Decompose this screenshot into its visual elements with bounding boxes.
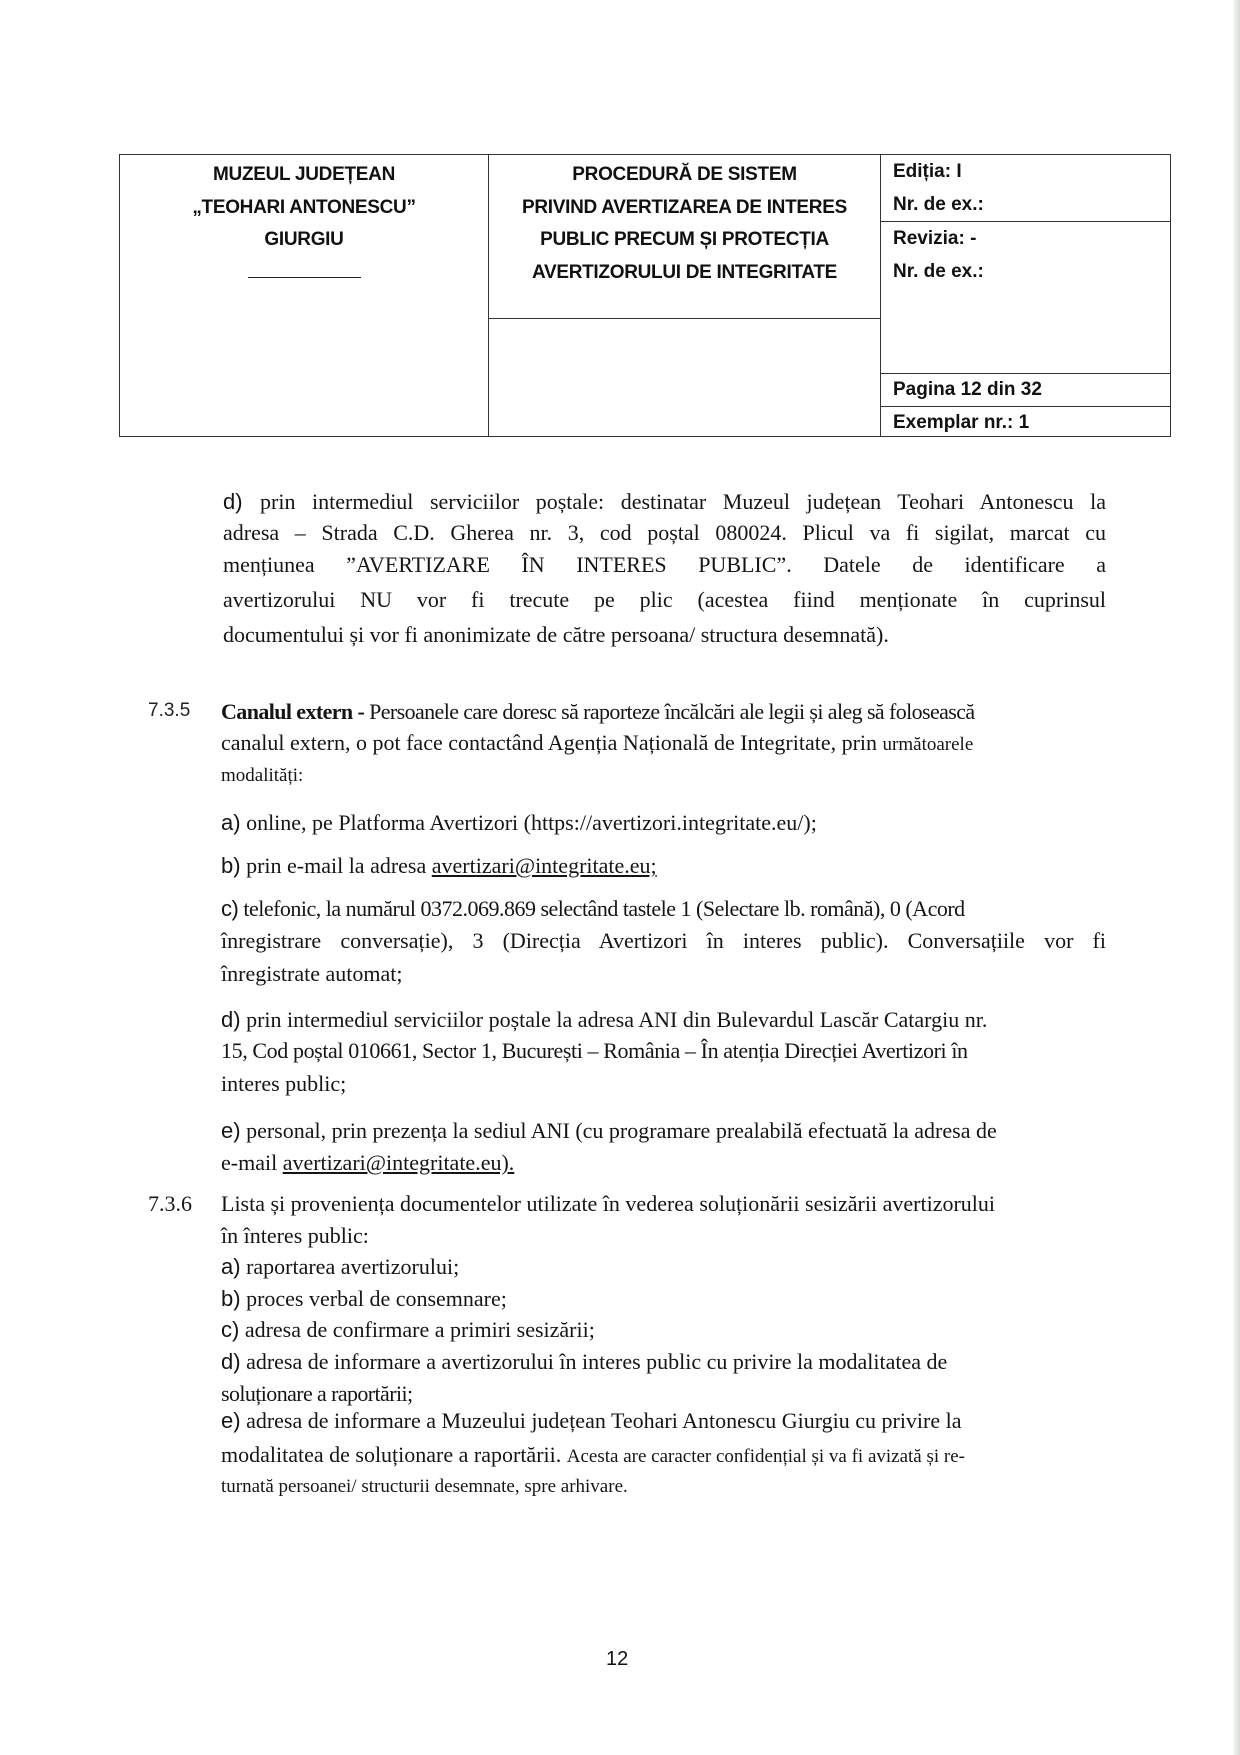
item-text: telefonic, la numărul 0372.069.869 selectând tastele 1 (Selectare lb. română), 0 (Acord <box>243 896 965 921</box>
section-intro-line-2 <box>221 727 973 761</box>
document-item-c <box>221 1314 595 1346</box>
external-channel-item-a <box>221 807 817 839</box>
procedure-title-line-1: PROCEDURĂ DE SISTEM <box>572 164 797 185</box>
section-intro-line-3: modalități: <box>221 765 304 786</box>
section-intro-text: Persoanele care doresc să raporteze încălcări ale legii și aleg să folosească <box>369 699 975 724</box>
item-e-line-3: turnată persoanei/ structurii desemnate, spre arhivare. <box>221 1476 628 1497</box>
copies-count-2: Nr. de ex.: <box>893 261 984 282</box>
item-label-d: d) <box>221 1349 241 1374</box>
document-item-a <box>221 1251 459 1283</box>
institution-line-1: MUZEUL JUDEȚEAN <box>213 164 395 185</box>
postal-line-2: adresa – Strada C.D. Gherea nr. 3, cod poștal 080024. Plicul va fi sigilat, marcat cu <box>223 520 1106 545</box>
page-of-total: Pagina 12 din 32 <box>893 379 1042 400</box>
procedure-cell-divider <box>489 318 880 319</box>
external-channel-item-b <box>221 850 657 882</box>
item-label-e: e) <box>221 1118 241 1143</box>
item-label-b: b) <box>221 1286 241 1311</box>
revision-block <box>881 222 1170 374</box>
page-info <box>881 374 1170 407</box>
copy-number-label: Exemplar nr.: 1 <box>893 412 1030 433</box>
item-d-line-2: soluționare a raportării; <box>221 1381 413 1406</box>
item-d-line-1 <box>221 1346 1106 1378</box>
document-header-table <box>119 154 1171 437</box>
item-c-line-2: înregistrare conversație), 3 (Direcția Avertizori în interes public). Conversațiile vor fi <box>221 928 1106 953</box>
postal-line-1: prin intermediul serviciilor poștale: destinatar Muzeul județean Teohari Antonescu la <box>260 489 1106 514</box>
signature-line <box>248 277 361 278</box>
section-intro-line-2: în înteres public: <box>221 1223 369 1248</box>
item-text: prin intermediul serviciilor poștale la adresa ANI din Bulevardul Lascăr Catargiu nr. <box>246 1007 988 1032</box>
section-intro-tail: următoarele <box>882 734 974 755</box>
institution-line-3: GIURGIU <box>264 229 344 250</box>
item-text: personal, prin prezența la sediul ANI (cu programare prealabilă efectuată la adresa de <box>246 1118 997 1143</box>
email-link[interactable]: avertizari@integritate.eu; <box>431 853 657 878</box>
postal-line-4: avertizorului NU vor fi trecute pe plic (acestea fiind menționate în cuprinsul <box>223 587 1106 612</box>
page-number: 12 <box>606 1648 629 1670</box>
item-label-a: a) <box>221 810 241 835</box>
procedure-title-cell <box>489 155 881 436</box>
section-number: 7.3.6 <box>148 1191 192 1216</box>
edition-block <box>881 155 1170 222</box>
email-link[interactable]: avertizari@integritate.eu). <box>282 1150 515 1175</box>
scan-edge-strip <box>1232 0 1240 1755</box>
document-meta-cell <box>881 155 1170 436</box>
item-text: adresa de informare a Muzeului județean Teohari Antonescu Giurgiu cu privire la <box>246 1408 962 1433</box>
revision-label: Revizia: - <box>893 228 977 249</box>
item-text: adresa de informare a avertizorului în interes public cu privire la modalitatea de <box>246 1349 948 1374</box>
institution-cell <box>120 155 489 436</box>
item-c-line-3: înregistrate automat; <box>221 961 403 986</box>
item-label-d: d) <box>221 1007 241 1032</box>
item-text: adresa de confirmare a primiri sesizării; <box>244 1317 595 1342</box>
item-label-c: c) <box>221 896 239 921</box>
item-e-line-2 <box>221 1439 965 1473</box>
item-d-line-2: 15, Cod poștal 010661, Sector 1, București – România – În atenția Direcției Avertizori în <box>221 1038 968 1063</box>
item-text: raportarea avertizorului; <box>246 1254 460 1279</box>
item-e-line-2 <box>221 1147 514 1179</box>
item-text: online, pe Platforma Avertizori (https://avertizori.integritate.eu/); <box>246 810 817 835</box>
item-label-d: d) <box>223 489 243 514</box>
section-number: 7.3.5 <box>148 700 191 721</box>
copies-count-1: Nr. de ex.: <box>893 194 984 215</box>
procedure-title-line-4: AVERTIZORULUI DE INTEGRITATE <box>531 261 838 283</box>
document-item-b <box>221 1283 507 1315</box>
item-e-line-1 <box>221 1115 997 1147</box>
postal-line-5: documentului și vor fi anonimizate de către persoana/ structura desemnată). <box>223 622 889 647</box>
item-label-a: a) <box>221 1254 241 1279</box>
edition-label: Ediția: I <box>893 161 962 182</box>
section-intro-line-1: Lista și proveniența documentelor utilizate în vederea soluționării sesizării avertizorului <box>221 1191 996 1216</box>
section-intro-text-2: canalul extern, o pot face contactând Agenția Națională de Integritate, prin <box>221 730 878 755</box>
item-text: proces verbal de consemnare; <box>246 1286 507 1311</box>
item-label-e: e) <box>221 1408 241 1433</box>
copy-number <box>881 407 1170 437</box>
item-text: prin e-mail la adresa <box>246 853 432 878</box>
item-d-line-3: interes public; <box>221 1071 347 1096</box>
postal-line-3: mențiunea ”AVERTIZARE ÎN INTERES PUBLIC”. Datele de identificare a <box>223 552 1106 577</box>
item-label-c: c) <box>221 1317 240 1342</box>
procedure-title-line-3: PUBLIC PRECUM ȘI PROTECȚIA <box>540 229 829 250</box>
section-title: Canalul extern - <box>221 699 365 724</box>
item-text-small: Acesta are caracter confidențial și va fi avizată și re- <box>566 1446 965 1467</box>
section-intro-line-1 <box>221 696 1106 728</box>
item-label-b: b) <box>221 853 241 878</box>
institution-line-2: „TEOHARI ANTONESCU” <box>192 196 416 218</box>
item-e-line-1 <box>221 1405 962 1437</box>
item-d-line-1 <box>221 1004 987 1036</box>
procedure-title-line-2: PRIVIND AVERTIZAREA DE INTERES <box>522 196 847 218</box>
item-text: modalitatea de soluționare a raportării. <box>221 1442 562 1467</box>
item-c-line-1 <box>221 893 965 925</box>
item-text: e-mail <box>221 1150 283 1175</box>
